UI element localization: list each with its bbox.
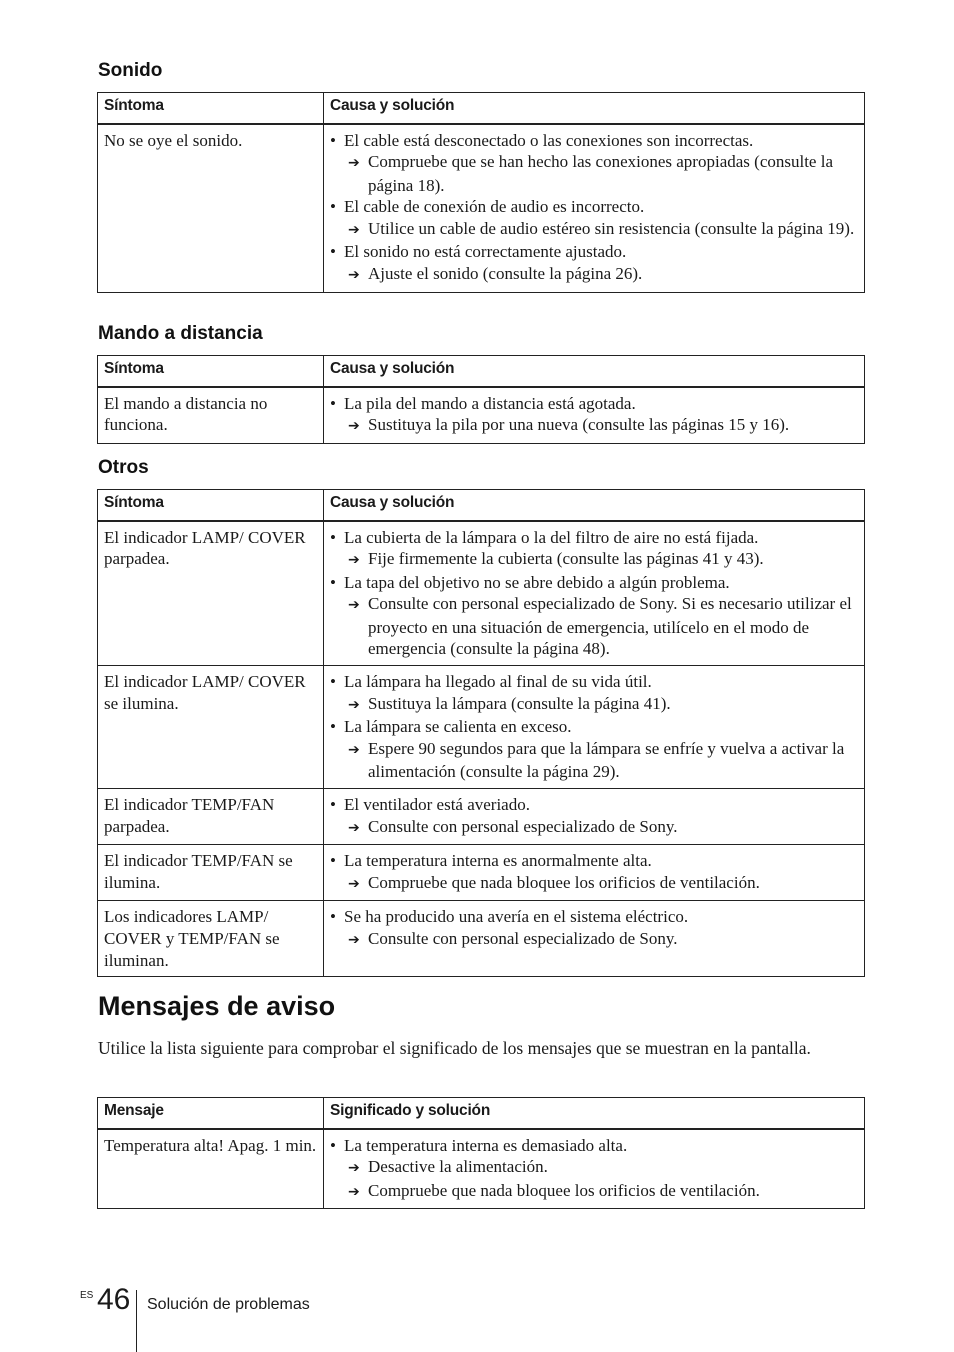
solution-cell [324,789,865,845]
arrow-right-icon: ➔ [348,819,360,836]
solution-text: Espere 90 segundos para que la lámpara se enfríe y vuelva a activar la alimentación (consulte la página 29). [368,738,845,782]
symptom-cell: El indicador TEMP/FAN se ilumina. [98,845,324,901]
table-mando [97,355,865,444]
table-header-row [98,1098,865,1129]
table-row [98,124,865,293]
main-heading: Mensajes de aviso [98,991,336,1021]
cause-text: La cubierta de la lámpara o la del filtro de aire no está fijada. [344,527,759,547]
table-row [98,387,865,444]
solution-item [330,593,858,660]
cause-text: La temperatura interna es anormalmente alta. [344,851,652,871]
column-header: Síntoma [98,490,324,521]
arrow-right-icon: ➔ [348,267,360,284]
bullet-icon: • [330,527,336,547]
solution-text: Compruebe que nada bloquee los orificios de ventilación. [368,1180,760,1200]
symptom-cell: El mando a distancia no funciona. [98,387,324,444]
solution-text: Compruebe que se han hecho las conexiones apropiadas (consulte la página 18). [368,152,833,195]
table-row [98,666,865,789]
bullet-icon: • [330,130,336,150]
cause-item [330,671,858,693]
table-row [98,521,865,666]
cause-item [330,906,858,928]
solution-item [330,263,858,287]
solution-item [330,693,858,717]
table-header-row [98,356,865,387]
solution-cell [324,1129,865,1209]
solution-item [330,872,858,896]
solution-text: Sustituya la pila por una nueva (consulte las páginas 15 y 16). [368,415,790,435]
section-heading-sonido: Sonido [98,60,163,81]
solution-text: Consulte con personal especializado de Sony. [368,816,678,836]
solution-item [330,928,858,952]
solution-cell [324,124,865,293]
solution-text: Utilice un cable de audio estéreo sin resistencia (consulte la página 19). [368,218,855,238]
bullet-icon: • [330,851,336,871]
bullet-icon: • [330,197,336,217]
solution-item [330,414,858,438]
arrow-right-icon: ➔ [348,875,360,892]
table-header-row [98,490,865,521]
arrow-right-icon: ➔ [348,1160,360,1177]
cause-text: La lámpara se calienta en exceso. [344,717,572,737]
intro-paragraph: Utilice la lista siguiente para comprobar el significado de los mensajes que se muestran en la pantalla. [98,1038,811,1058]
bullet-icon: • [330,907,336,927]
cause-text: La pila del mando a distancia está agotada. [344,393,636,413]
table-mensajes [97,1097,865,1209]
arrow-right-icon: ➔ [348,221,360,238]
arrow-right-icon: ➔ [348,932,360,948]
solution-item [330,548,858,572]
solution-text: Sustituya la lámpara (consulte la página 41). [368,693,671,713]
cause-item [330,716,858,738]
solution-cell [324,521,865,666]
footer-section-title: Solución de problemas [147,1296,310,1313]
symptom-cell: El indicador TEMP/FAN parpadea. [98,789,324,845]
symptom-cell: El indicador LAMP/ COVER parpadea. [98,521,324,666]
symptom-cell: Temperatura alta! Apag. 1 min. [98,1129,324,1209]
solution-item [330,816,858,840]
solution-item [330,1156,858,1180]
symptom-cell: No se oye el sonido. [98,124,324,293]
table-row [98,901,865,977]
table-row [98,1129,865,1209]
solution-cell [324,901,865,977]
cause-text: La temperatura interna es demasiado alta. [344,1135,628,1155]
cause-text: El cable está desconectado o las conexiones son incorrectas. [344,130,754,150]
cause-text: La lámpara ha llegado al final de su vida útil. [344,672,652,692]
table-sonido [97,92,865,293]
bullet-icon: • [330,795,336,815]
cause-text: El cable de conexión de audio es incorrecto. [344,197,645,217]
cause-text: El sonido no está correctamente ajustado. [344,242,627,262]
column-header: Síntoma [98,93,324,124]
arrow-right-icon: ➔ [348,552,360,569]
column-header: Causa y solución [324,93,865,124]
solution-text: Ajuste el sonido (consulte la página 26). [368,264,643,284]
arrow-right-icon: ➔ [348,155,360,172]
cause-item [330,393,858,415]
bullet-icon: • [330,393,336,413]
arrow-right-icon: ➔ [348,696,360,713]
section-heading-mando: Mando a distancia [98,323,263,344]
column-header: Mensaje [98,1098,324,1129]
bullet-icon: • [330,242,336,262]
solution-text: Desactive la alimentación. [368,1157,548,1177]
table-otros [97,489,865,977]
page-number: 46 [97,1283,131,1316]
solution-item [330,218,858,242]
cause-text: Se ha producido una avería en el sistema eléctrico. [344,907,689,927]
cause-text: La tapa del objetivo no se abre debido a algún problema. [344,572,730,592]
solution-text: Consulte con personal especializado de Sony. [368,929,678,948]
cause-item [330,130,858,152]
cause-item [330,527,858,549]
symptom-cell: El indicador LAMP/ COVER se ilumina. [98,666,324,789]
cause-item [330,241,858,263]
cause-text: El ventilador está averiado. [344,795,530,815]
cause-item [330,196,858,218]
arrow-right-icon: ➔ [348,741,360,758]
column-header: Significado y solución [324,1098,865,1129]
arrow-right-icon: ➔ [348,418,360,435]
solution-item [330,1180,858,1204]
solution-text: Compruebe que nada bloquee los orificios de ventilación. [368,872,760,892]
section-heading-otros: Otros [98,457,149,478]
solution-text: Fije firmemente la cubierta (consulte las páginas 41 y 43). [368,549,764,569]
cause-item [330,572,858,594]
arrow-right-icon: ➔ [348,597,360,614]
bullet-icon: • [330,1135,336,1155]
cause-item [330,850,858,872]
table-header-row [98,93,865,124]
table-row [98,789,865,845]
cause-item [330,1135,858,1157]
solution-item [330,738,858,783]
column-header: Causa y solución [324,356,865,387]
solution-item [330,151,858,196]
footer-language: ES [80,1290,94,1301]
cause-item [330,794,858,816]
solution-text: Consulte con personal especializado de Sony. Si es necesario utilizar el proyecto en una situación de emergencia, utilícelo en el modo de emergencia (consulte la página 48). [368,594,852,659]
column-header: Síntoma [98,356,324,387]
column-header: Causa y solución [324,490,865,521]
bullet-icon: • [330,672,336,692]
bullet-icon: • [330,572,336,592]
bullet-icon: • [330,717,336,737]
footer-divider [136,1290,137,1352]
symptom-cell: Los indicadores LAMP/ COVER y TEMP/FAN se iluminan. [98,901,324,977]
solution-cell [324,387,865,444]
arrow-right-icon: ➔ [348,1183,360,1200]
solution-cell [324,845,865,901]
solution-cell [324,666,865,789]
table-row [98,845,865,901]
